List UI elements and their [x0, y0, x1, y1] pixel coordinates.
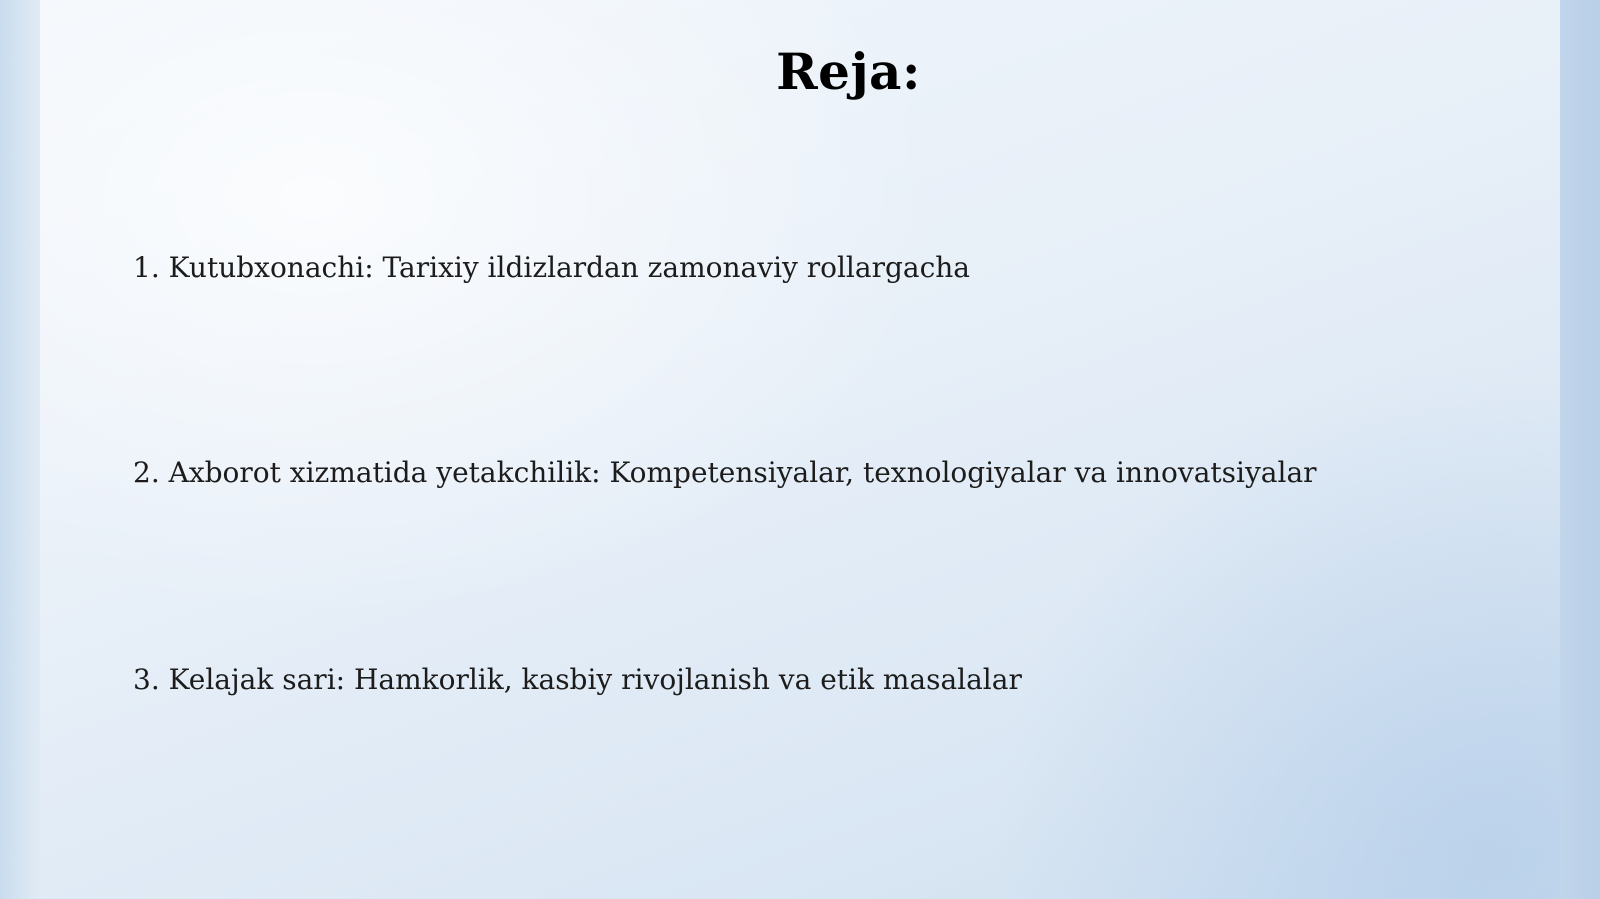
plan-item-1: 1. Kutubxonachi: Tarixiy ildizlardan zamonaviy rollargacha — [133, 251, 970, 284]
plan-item-2: 2. Axborot xizmatida yetakchilik: Kompetensiyalar, texnologiyalar va innovatsiyalar — [133, 456, 1317, 489]
plan-item-3: 3. Kelajak sari: Hamkorlik, kasbiy rivojlanish va etik masalalar — [133, 663, 1022, 696]
slide — [40, 0, 1560, 899]
slide-title: Reja: — [776, 42, 921, 101]
